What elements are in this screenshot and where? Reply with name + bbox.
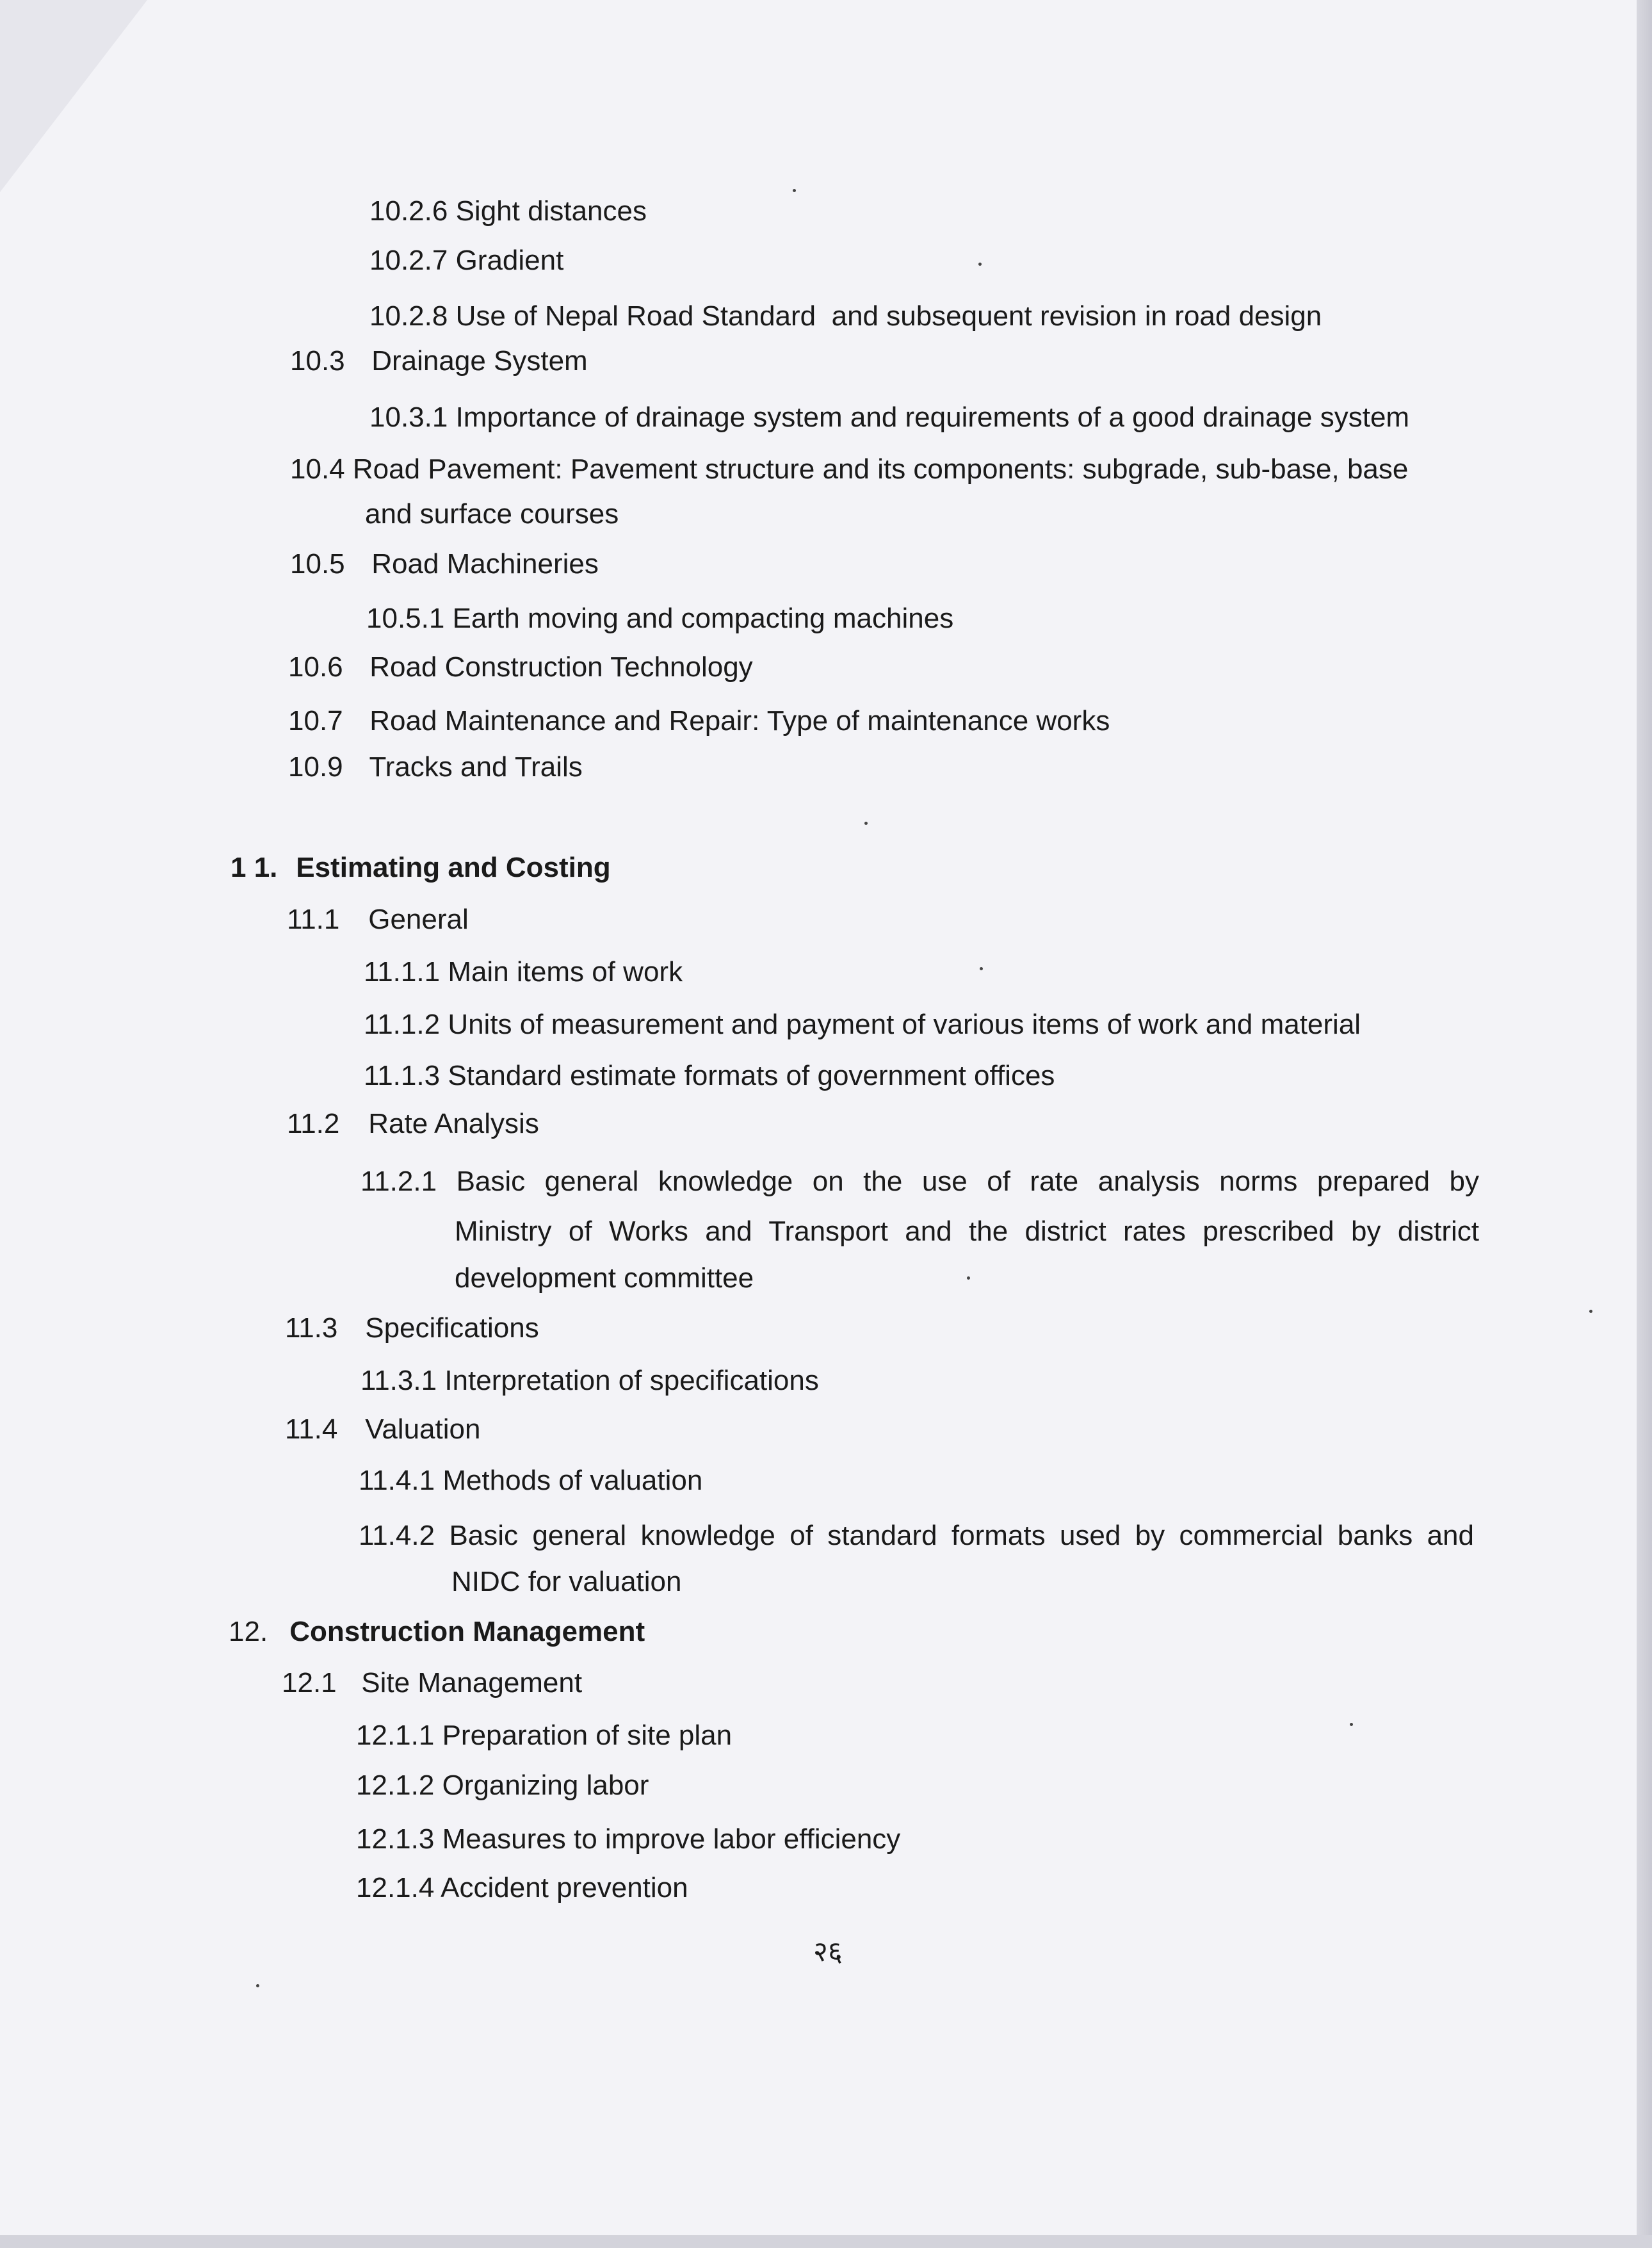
scan-speck xyxy=(967,1276,970,1280)
section-heading xyxy=(231,850,611,886)
outline-text: Preparation of site plan xyxy=(442,1720,733,1751)
outline-line xyxy=(364,1058,1055,1094)
outline-text: Measures to improve labor efficiency xyxy=(442,1823,901,1855)
section-title: Construction Management xyxy=(289,1616,645,1647)
outline-text: Earth moving and compacting machines xyxy=(452,603,954,634)
outline-text: Road Machineries xyxy=(371,548,599,580)
outline-line xyxy=(359,1463,702,1499)
outline-text: Sight distances xyxy=(455,195,647,227)
outline-text: Drainage System xyxy=(371,345,588,377)
scan-speck xyxy=(1589,1310,1592,1313)
outline-number: 10.2.6 xyxy=(369,195,448,227)
outline-text: Tracks and Trails xyxy=(369,751,583,783)
outline-line xyxy=(366,601,953,637)
outline-text: Valuation xyxy=(365,1413,481,1445)
outline-line xyxy=(290,546,599,582)
outline-line xyxy=(369,193,647,229)
outline-line xyxy=(282,1665,582,1701)
outline-number: 10.2.8 xyxy=(369,300,448,332)
outline-number: 12.1 xyxy=(282,1667,337,1698)
outline-number: 11.1.1 xyxy=(364,956,441,988)
outline-number: 11.1.3 xyxy=(364,1060,441,1091)
outline-line xyxy=(287,902,469,938)
scan-speck xyxy=(980,967,983,970)
outline-number: 10.5 xyxy=(290,548,345,580)
scan-speck xyxy=(978,263,982,266)
outline-line xyxy=(288,749,583,785)
outline-text: NIDC for valuation xyxy=(451,1566,682,1597)
scan-speck xyxy=(793,189,796,192)
outline-number: 11.2.1 xyxy=(360,1166,437,1197)
outline-number: 11.1 xyxy=(287,904,340,935)
outline-text: Site Management xyxy=(361,1667,583,1698)
page-number: २६ xyxy=(813,1935,843,1968)
outline-text: Basic general knowledge on the use of rate analysis norms prepared by xyxy=(456,1166,1479,1197)
outline-number: 11.2 xyxy=(287,1108,340,1139)
outline-text: and surface courses xyxy=(365,498,619,530)
outline-line xyxy=(285,1412,480,1447)
outline-text: Interpretation of specifications xyxy=(444,1365,819,1396)
outline-text: Road Pavement: Pavement structure and its components: subgrade, sub-base, base xyxy=(352,453,1409,485)
outline-number: 12.1.1 xyxy=(356,1720,435,1751)
outline-line xyxy=(356,1821,900,1857)
outline-text: Standard estimate formats of government offices xyxy=(448,1060,1055,1091)
outline-number: 11.4.1 xyxy=(359,1465,435,1496)
outline-number: 12.1.4 xyxy=(356,1872,435,1903)
section-number: 12. xyxy=(229,1616,268,1647)
outline-line xyxy=(288,703,1110,739)
outline-line xyxy=(369,400,1409,436)
outline-number: 10.3.1 xyxy=(369,402,448,433)
section-heading xyxy=(229,1614,645,1650)
outline-number: 11.3.1 xyxy=(360,1365,437,1396)
outline-text: Main items of work xyxy=(448,956,683,988)
outline-line xyxy=(360,1164,1479,1200)
outline-text: Methods of valuation xyxy=(442,1465,703,1496)
scan-speck xyxy=(864,822,868,825)
outline-text: Gradient xyxy=(455,245,564,276)
outline-line xyxy=(451,1564,681,1600)
outline-number: 10.9 xyxy=(288,751,343,783)
outline-line xyxy=(290,343,588,379)
outline-line xyxy=(369,298,1322,334)
paper-bottom-edge xyxy=(0,2235,1652,2248)
outline-number: 11.1.2 xyxy=(364,1009,441,1040)
outline-number: 10.2.7 xyxy=(369,245,448,276)
outline-line xyxy=(356,1768,649,1804)
outline-number: 10.4 xyxy=(290,453,345,485)
outline-line xyxy=(455,1260,754,1296)
outline-text: Ministry of Works and Transport and the district rates prescribed by district xyxy=(455,1216,1479,1247)
outline-line xyxy=(290,452,1408,487)
outline-number: 11.4.2 xyxy=(359,1520,435,1551)
section-number: 1 1. xyxy=(231,852,278,883)
outline-text: Use of Nepal Road Standard and subsequent revision in road design xyxy=(455,300,1322,332)
outline-number: 10.5.1 xyxy=(366,603,445,634)
outline-line xyxy=(356,1718,732,1754)
outline-number: 12.1.2 xyxy=(356,1770,435,1801)
outline-line xyxy=(364,954,683,990)
outline-number: 11.4 xyxy=(285,1413,338,1445)
outline-line xyxy=(365,496,619,532)
outline-text: Basic general knowledge of standard formats used by commercial banks and xyxy=(449,1520,1474,1551)
outline-line xyxy=(455,1214,1479,1250)
outline-line xyxy=(288,649,753,685)
outline-text: Organizing labor xyxy=(442,1770,649,1801)
outline-number: 10.7 xyxy=(288,705,343,737)
outline-text: Specifications xyxy=(365,1312,539,1344)
section-title: Estimating and Costing xyxy=(296,852,611,883)
outline-line xyxy=(285,1310,539,1346)
outline-line xyxy=(360,1363,819,1399)
outline-line xyxy=(356,1870,688,1906)
outline-line xyxy=(369,243,563,279)
outline-line xyxy=(287,1106,539,1142)
outline-number: 10.3 xyxy=(290,345,345,377)
outline-line xyxy=(364,1007,1361,1043)
outline-text: Rate Analysis xyxy=(368,1108,539,1139)
outline-number: 10.6 xyxy=(288,651,343,683)
paper-stack-edge xyxy=(1637,0,1652,2248)
scan-speck xyxy=(256,1984,259,1987)
outline-number: 11.3 xyxy=(285,1312,338,1344)
outline-text: Units of measurement and payment of various items of work and material xyxy=(448,1009,1361,1040)
scan-speck xyxy=(1350,1723,1353,1726)
outline-text: General xyxy=(368,904,469,935)
outline-text: development committee xyxy=(455,1262,754,1294)
outline-text: Accident prevention xyxy=(441,1872,688,1903)
outline-number: 12.1.3 xyxy=(356,1823,435,1855)
outline-text: Road Construction Technology xyxy=(369,651,753,683)
outline-text: Road Maintenance and Repair: Type of maintenance works xyxy=(369,705,1110,737)
outline-line xyxy=(359,1518,1474,1554)
outline-text: Importance of drainage system and requirements of a good drainage system xyxy=(455,402,1410,433)
